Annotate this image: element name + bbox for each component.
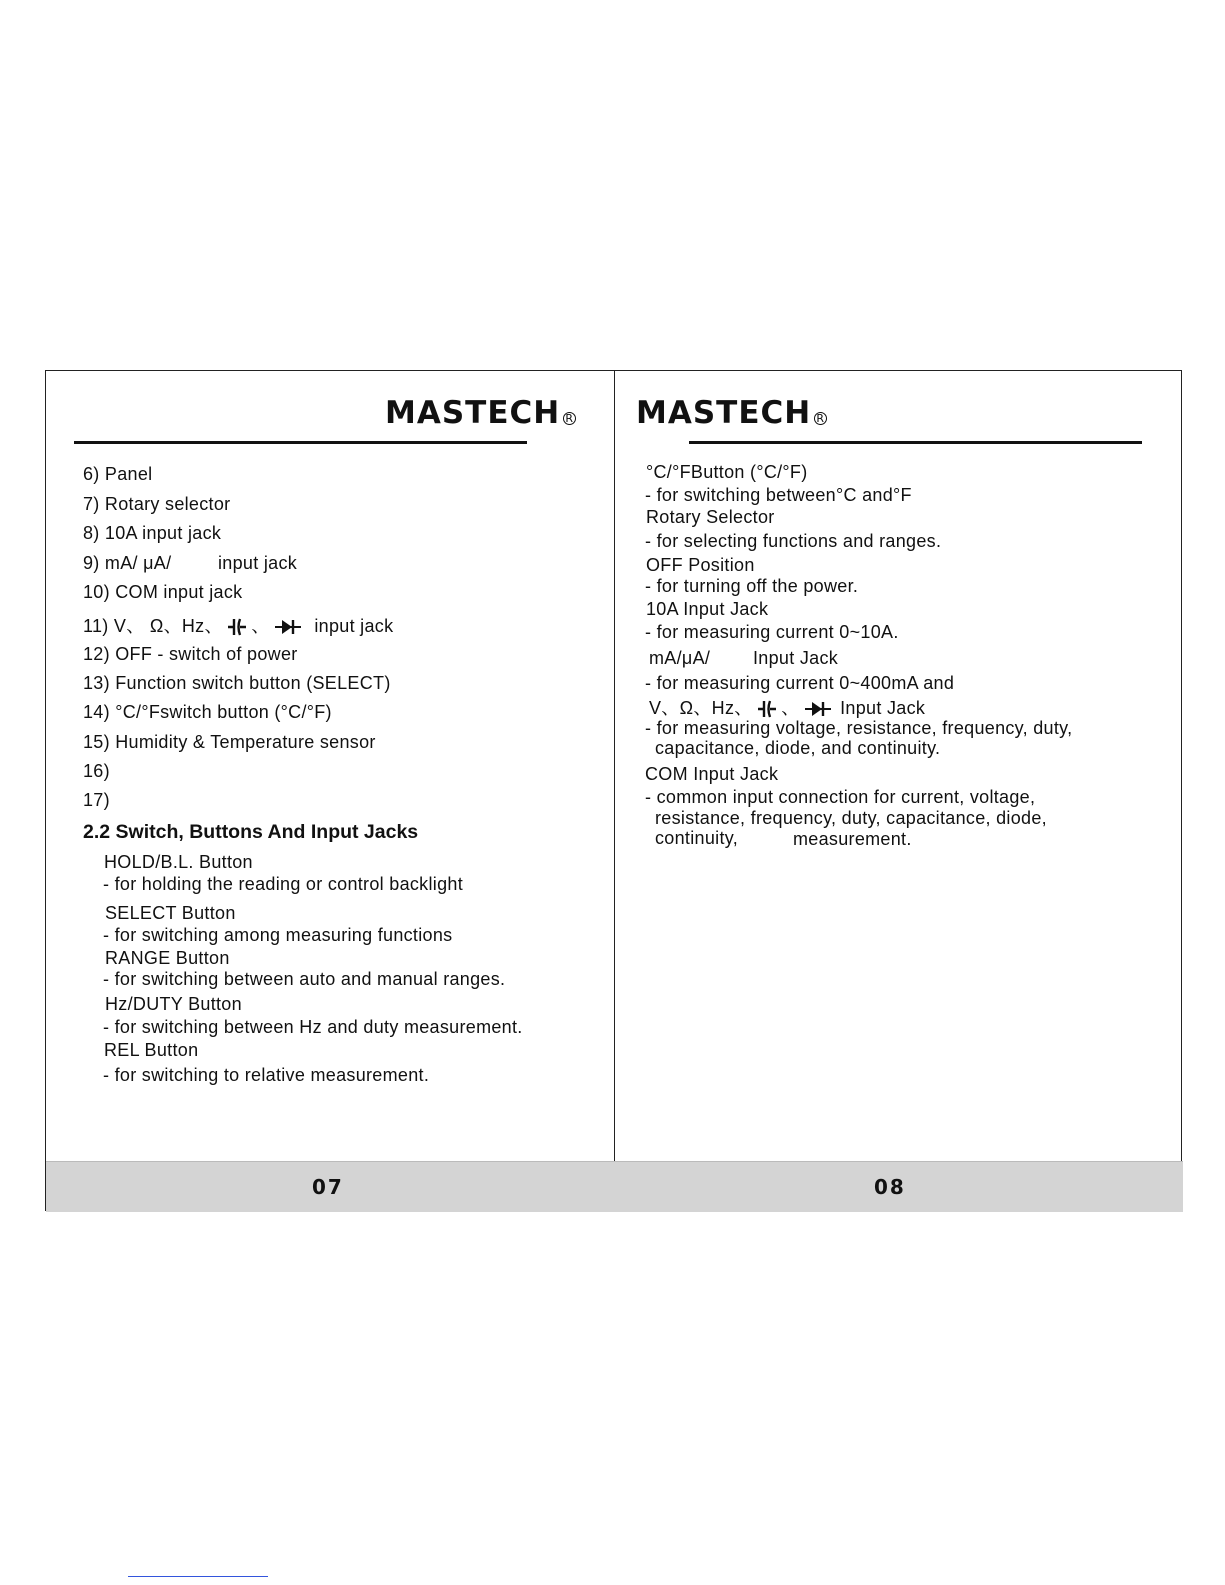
page-divider: [614, 371, 615, 1161]
part-11-prefix: 11) V: [83, 616, 127, 636]
part-9-suffix: input jack: [218, 553, 298, 573]
item-rel-desc: - for switching to relative measurement.: [103, 1065, 430, 1085]
part-8: 8) 10A input jack: [83, 523, 222, 543]
item-hzduty-desc: - for switching between Hz and duty measurement.: [103, 1017, 523, 1037]
r-line-3: - for selecting functions and ranges.: [645, 531, 942, 551]
r-line-11: V、Ω、Hz、: [649, 698, 753, 718]
r-line-1: - for switching between°C and°F: [645, 485, 912, 505]
registered-mark-icon: R: [563, 412, 576, 425]
r-line-0: °C/°FButton (°C/°F): [646, 462, 808, 482]
r-line-12: Input Jack: [840, 698, 926, 718]
item-range-desc: - for switching between auto and manual ranges.: [103, 969, 506, 989]
brand-logo-left: MASTECH R: [385, 395, 576, 431]
r-line-6: 10A Input Jack: [646, 599, 769, 619]
r-line-15: COM Input Jack: [645, 764, 779, 784]
item-rel-title: REL Button: [104, 1040, 199, 1060]
item-range-title: RANGE Button: [105, 948, 230, 968]
section-title: 2.2 Switch, Buttons And Input Jacks: [83, 821, 419, 843]
part-16: 16): [83, 761, 110, 781]
item-hold-title: HOLD/B.L. Button: [104, 852, 253, 872]
part-11: 11) V、 Ω、Hz、 、 input jack: [83, 616, 394, 636]
registered-mark-icon: R: [814, 412, 827, 425]
item-hold-desc: - for holding the reading or control backlight: [103, 874, 464, 894]
part-11-mid: Ω、Hz、: [149, 616, 223, 636]
r-line-10: - for measuring current 0~400mA and: [645, 673, 955, 693]
page-number-left: 07: [312, 1175, 344, 1199]
part-7: 7) Rotary selector: [83, 494, 231, 514]
r-line-18: continuity,: [655, 828, 739, 848]
r-line-14: capacitance, diode, and continuity.: [655, 738, 941, 758]
r-line-19: measurement.: [793, 829, 912, 849]
item-select-title: SELECT Button: [105, 903, 236, 923]
item-hzduty-title: Hz/DUTY Button: [105, 994, 242, 1014]
part-9: 9) mA/ μA/: [83, 553, 172, 573]
brand-logo-right: MASTECH R: [636, 395, 827, 431]
capacitor-icon: [758, 699, 776, 719]
r-line-2: Rotary Selector: [646, 507, 775, 527]
header-rule-left: [74, 441, 527, 444]
part-10: 10) COM input jack: [83, 582, 243, 602]
part-13: 13) Function switch button (SELECT): [83, 673, 391, 693]
diode-icon: [275, 618, 301, 636]
page-number-right: 08: [874, 1175, 906, 1199]
r-line-16: - common input connection for current, voltage,: [645, 787, 1036, 807]
r-line-4: OFF Position: [646, 555, 755, 575]
part-11-suffix: input jack: [314, 616, 394, 636]
r-line-11-wrap: V、Ω、Hz、 、 Input Jack: [649, 698, 926, 718]
bottom-underline: [128, 1576, 268, 1577]
r-line-9: Input Jack: [753, 648, 839, 668]
item-select-desc: - for switching among measuring functions: [103, 925, 453, 945]
r-line-8: mA/μA/: [649, 648, 711, 668]
r-line-7: - for measuring current 0~10A.: [645, 622, 899, 642]
header-rule-right: [689, 441, 1142, 444]
diode-icon: [805, 700, 831, 718]
manual-spread: [45, 370, 1182, 1211]
r-line-17: resistance, frequency, duty, capacitance, diode,: [655, 808, 1047, 828]
part-17: 17): [83, 790, 110, 810]
part-15: 15) Humidity & Temperature sensor: [83, 732, 376, 752]
r-line-5: - for turning off the power.: [645, 576, 859, 596]
part-6: 6) Panel: [83, 464, 153, 484]
part-12: 12) OFF - switch of power: [83, 644, 298, 664]
part-14: 14) °C/°Fswitch button (°C/°F): [83, 702, 332, 722]
r-line-13: - for measuring voltage, resistance, frequency, duty,: [645, 718, 1073, 738]
capacitor-icon: [228, 617, 246, 637]
page-footer: [46, 1161, 1183, 1212]
